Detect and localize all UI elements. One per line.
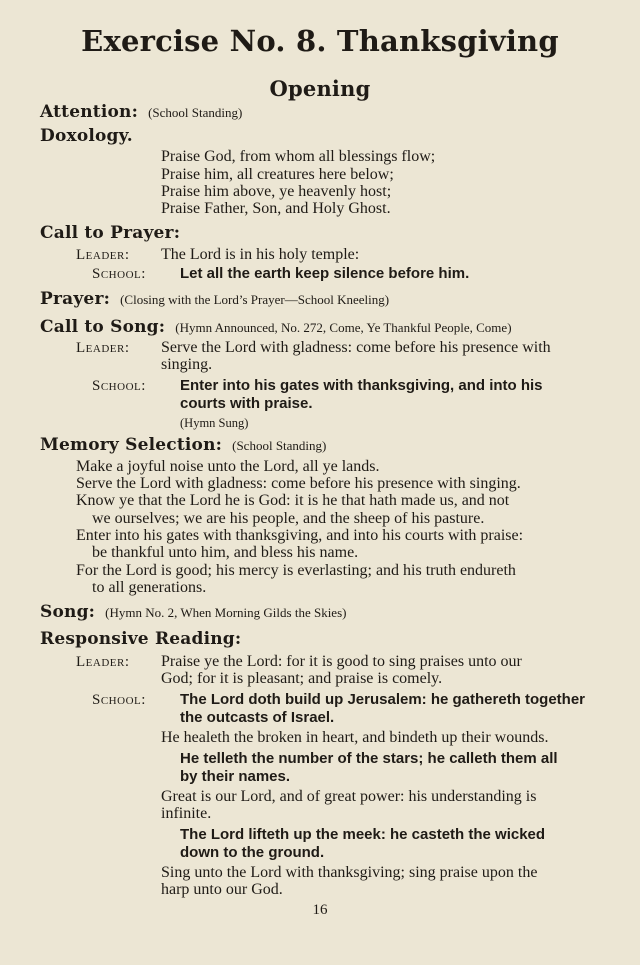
doxology-line: Praise him, all creatures here below; <box>161 166 394 183</box>
leader-text: The Lord is in his holy temple: <box>161 246 360 263</box>
page-number: 16 <box>312 902 328 918</box>
leader-text: Sing unto the Lord with thanksgiving; sing praise upon the <box>161 864 538 881</box>
memory-line: For the Lord is good; his mercy is everlasting; and his truth endureth <box>76 562 516 579</box>
leader-text: Great is our Lord, and of great power: his understanding is <box>161 788 537 805</box>
attention-label: Attention: <box>40 102 139 122</box>
school-text: The Lord lifteth up the meek: he casteth the wicked <box>180 826 546 843</box>
school-label: School: <box>92 378 146 394</box>
leader-label: Leader: <box>76 247 130 263</box>
memory-line: we ourselves; we are his people, and the sheep of his pasture. <box>92 510 485 527</box>
prayer-note: (Closing with the Lord’s Prayer—School Kneeling) <box>120 292 390 307</box>
leader-text: Praise ye the Lord: for it is good to sing praises unto our <box>161 653 522 670</box>
doxology-line: Praise him above, ye heavenly host; <box>161 183 392 200</box>
memory-line: to all generations. <box>92 579 207 596</box>
call-to-prayer-label: Call to Prayer: <box>40 223 181 243</box>
attention-note: (School Standing) <box>148 105 243 120</box>
memory-line: be thankful unto him, and bless his name. <box>92 544 359 561</box>
responsive-reading-label: Responsive Reading: <box>40 629 242 649</box>
call-to-prayer-row <box>40 225 180 242</box>
hymn-note: (Hymn Sung) <box>180 416 249 430</box>
memory-line: Know ye that the Lord he is God: it is he that hath made us, and not <box>76 492 510 509</box>
school-label: School: <box>92 266 146 282</box>
doxology-line: Praise God, from whom all blessings flow; <box>161 148 436 165</box>
responsive-reading-row <box>40 631 241 648</box>
school-text: Let all the earth keep silence before him. <box>180 265 470 282</box>
section-subtitle: Opening <box>269 76 371 101</box>
leader-text: harp unto our God. <box>161 881 283 898</box>
memory-line: Enter into his gates with thanksgiving, and into his courts with praise: <box>76 527 524 544</box>
doxology-line: Praise Father, Son, and Holy Ghost. <box>161 200 391 217</box>
prayer-label: Prayer: <box>40 289 111 309</box>
song-label: Song: <box>40 602 96 622</box>
call-to-song-row <box>40 319 512 336</box>
leader-text: God; for it is pleasant; and praise is comely. <box>161 670 443 687</box>
doxology-row <box>40 128 133 145</box>
school-text: The Lord doth build up Jerusalem: he gathereth together <box>180 691 586 708</box>
school-text: down to the ground. <box>180 844 325 861</box>
prayer-row <box>40 291 389 308</box>
song-note: (Hymn No. 2, When Morning Gilds the Skies) <box>105 605 347 620</box>
memory-line: Make a joyful noise unto the Lord, all ye lands. <box>76 458 380 475</box>
school-label: School: <box>92 692 146 708</box>
call-to-song-label: Call to Song: <box>40 317 166 337</box>
school-text: the outcasts of Israel. <box>180 709 335 726</box>
school-text: Enter into his gates with thanksgiving, and into his <box>180 377 543 394</box>
leader-text: Serve the Lord with gladness: come before his presence with <box>161 339 551 356</box>
school-text: courts with praise. <box>180 395 313 412</box>
memory-line: Serve the Lord with gladness: come before his presence with singing. <box>76 475 521 492</box>
memory-selection-note: (School Standing) <box>232 438 327 453</box>
leader-text: He healeth the broken in heart, and bindeth up their wounds. <box>161 729 549 746</box>
leader-text: singing. <box>161 356 213 373</box>
attention-row <box>40 104 242 121</box>
school-text: He telleth the number of the stars; he calleth them all <box>180 750 558 767</box>
memory-selection-label: Memory Selection: <box>40 435 223 455</box>
doxology-label: Doxology. <box>40 126 133 146</box>
leader-text: infinite. <box>161 805 212 822</box>
page-title: Exercise No. 8. Thanksgiving <box>81 24 559 58</box>
memory-selection-row <box>40 437 326 454</box>
leader-label: Leader: <box>76 340 130 356</box>
leader-label: Leader: <box>76 654 130 670</box>
school-text: by their names. <box>180 768 291 785</box>
song-row <box>40 604 346 621</box>
call-to-song-note: (Hymn Announced, No. 272, Come, Ye Thankful People, Come) <box>175 320 512 335</box>
